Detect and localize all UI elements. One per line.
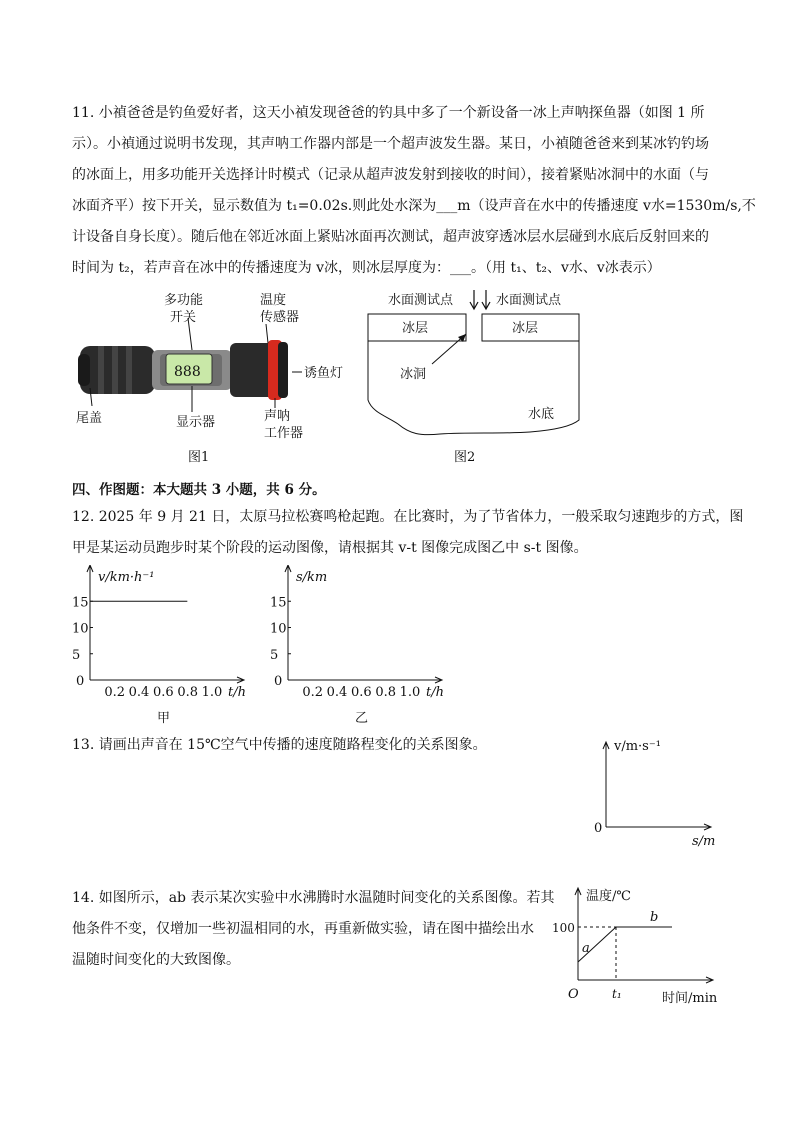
yi-y-tick-label: 5 — [270, 647, 279, 663]
figure-2-ice-section — [360, 288, 590, 468]
q14-x-axis-label: 时间/min — [662, 991, 718, 1005]
jia-caption: 甲 — [157, 711, 171, 726]
yi-y-tick-label: 10 — [270, 621, 287, 637]
jia-x-tick-label: 0.6 — [153, 685, 174, 700]
question-14 — [72, 883, 555, 976]
jia-y-axis-label: v/km·h⁻¹ — [98, 570, 155, 585]
section-4-header: 四、作图题：本大题共 3 小题，共 6 分。 — [72, 482, 326, 498]
label-temp-sensor-1: 温度 — [260, 293, 287, 308]
label-lure-light: 诱鱼灯 — [304, 366, 344, 381]
label-bottom: 水底 — [528, 407, 555, 422]
q11-line-2: 示）。小禎通过说明书发现，其声呐工作器内部是一个超声波发生器。某日，小禎随爸爸来到某冰钓钓场 — [72, 136, 709, 152]
q14-line-2: 他条件不变，仅增加一些初温相同的水，再重新做实验，请在图中描绘出水 — [72, 921, 534, 937]
jia-x-tick-label: 0.8 — [177, 685, 199, 700]
q12-line-1: 12. 2025 年 9 月 21 日，太原马拉松赛鸣枪起跑。在比赛时，为了节省体力，一般采取匀速跑步的方式，图 — [72, 509, 744, 525]
screen-digits: 888 — [174, 364, 201, 380]
q14-x-marker-label: t₁ — [612, 987, 622, 1001]
figure-1-caption: 图1 — [188, 450, 210, 465]
figure-2-caption: 图2 — [454, 450, 476, 465]
q14-segment-a-label: a — [582, 941, 590, 956]
yi-origin-label: 0 — [274, 674, 283, 689]
yi-x-tick-label: 1.0 — [399, 685, 421, 700]
q13-origin-label: 0 — [594, 821, 603, 836]
q14-line-1: 14. 如图所示，ab 表示某次实验中水沸腾时水温随时间变化的关系图像。若其 — [72, 890, 555, 906]
q12-line-2: 甲是某运动员跑步时某个阶段的运动图像，请根据其 v-t 图像完成图乙中 s-t 图像。 — [72, 540, 588, 556]
figure-1-sonar-device — [70, 288, 360, 468]
jia-y-tick-label: 5 — [72, 647, 81, 663]
q14-line-3: 温随时间变化的大致图像。 — [72, 952, 240, 968]
label-tail-cap: 尾盖 — [76, 411, 103, 426]
chart-q14-temp — [552, 880, 732, 1005]
yi-caption: 乙 — [355, 711, 369, 726]
label-display: 显示器 — [176, 415, 216, 430]
question-12 — [72, 502, 744, 564]
jia-x-tick-label: 0.4 — [128, 685, 150, 700]
q11-line-5: 计设备自身长度）。随后他在邻近冰面上紧贴冰面再次测试，超声波穿透冰层水层碰到水底后反射回来的 — [72, 229, 709, 245]
jia-x-axis-label: t/h — [228, 685, 246, 700]
q11-line-6: 时间为 t₂，若声音在冰中的传播速度为 v冰，则冰层厚度为：___。（用 t₁、t₂、v水、v冰表示） — [72, 260, 661, 276]
jia-x-tick-label: 1.0 — [201, 685, 223, 700]
chart-jia-vt — [70, 565, 260, 730]
q14-y-axis-label: 温度/℃ — [586, 889, 631, 904]
yi-y-tick-label: 15 — [270, 595, 287, 611]
yi-y-axis-label: s/km — [296, 570, 328, 585]
yi-x-axis-label: t/h — [426, 685, 444, 700]
jia-origin-label: 0 — [76, 674, 85, 689]
yi-x-tick-label: 0.4 — [326, 685, 348, 700]
label-test-point-right: 水面测试点 — [496, 293, 562, 308]
label-multi-switch-2: 开关 — [170, 310, 197, 325]
label-ice-hole: 冰洞 — [400, 367, 427, 382]
yi-x-tick-label: 0.6 — [351, 685, 372, 700]
question-11 — [72, 98, 756, 284]
q11-line-1: 11. 小禎爸爸是钓鱼爱好者，这天小禎发现爸爸的钓具中多了一个新设备一冰上声呐探鱼器（如图 1 所 — [72, 105, 705, 121]
q13-y-axis-label: v/m·s⁻¹ — [614, 739, 661, 754]
q14-y-marker-label: 100 — [552, 921, 575, 935]
yi-x-tick-label: 0.2 — [302, 685, 324, 700]
jia-y-tick-label: 10 — [72, 621, 89, 637]
label-ice-right: 冰层 — [512, 321, 539, 336]
label-ice-left: 冰层 — [402, 321, 429, 336]
label-multi-switch-1: 多功能 — [164, 293, 204, 308]
q14-origin-label: O — [568, 987, 579, 1002]
label-sonar-2: 工作器 — [264, 426, 304, 441]
q11-line-4: 冰面齐平）按下开关，显示数值为 t₁=0.02s.则此处水深为___m（设声音在水中的传播速度 v水=1530m/s,不 — [72, 198, 756, 214]
q14-segment-b-label: b — [650, 910, 659, 925]
jia-x-tick-label: 0.2 — [104, 685, 126, 700]
jia-y-tick-label: 15 — [72, 595, 89, 611]
chart-yi-st — [268, 565, 478, 730]
label-temp-sensor-2: 传感器 — [260, 310, 300, 325]
yi-x-tick-label: 0.8 — [375, 685, 397, 700]
chart-q13-vs — [580, 732, 730, 852]
q13-line-1: 13. 请画出声音在 15℃空气中传播的速度随路程变化的关系图象。 — [72, 737, 487, 753]
q11-line-3: 的冰面上，用多功能开关选择计时模式（记录从超声波发射到接收的时间），接着紧贴冰洞中的水面（与 — [72, 167, 709, 183]
q13-x-axis-label: s/m — [692, 834, 716, 849]
label-test-point-left: 水面测试点 — [388, 293, 454, 308]
label-sonar-1: 声呐 — [264, 409, 291, 424]
